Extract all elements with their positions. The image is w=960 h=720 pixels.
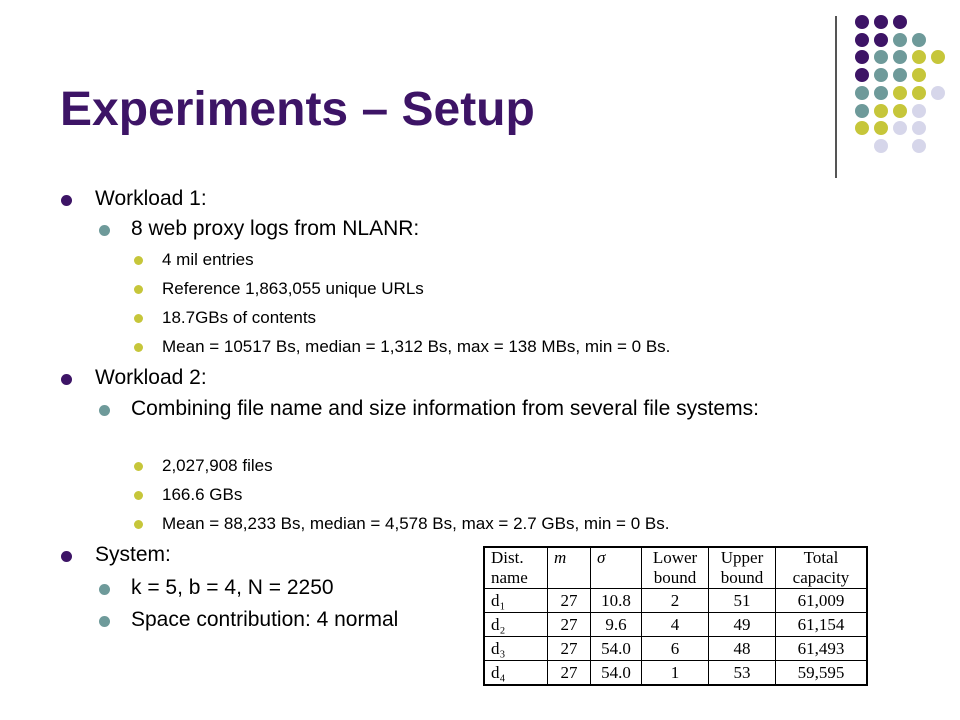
table-cell: 53 — [709, 661, 776, 686]
bullet-marker — [134, 343, 143, 352]
bullet-marker — [61, 551, 72, 562]
table-cell: 48 — [709, 637, 776, 661]
distribution-table — [483, 546, 868, 686]
bullet-marker — [99, 584, 110, 595]
table-header-cell: σ — [591, 547, 642, 589]
table-cell: 54.0 — [591, 661, 642, 686]
table-cell: 1 — [642, 661, 709, 686]
bullet-marker — [99, 225, 110, 236]
table-cell: 9.6 — [591, 613, 642, 637]
table-header-cell: Dist. name — [484, 547, 548, 589]
bullet-marker — [61, 374, 72, 385]
bullet-level3: Mean = 88,233 Bs, median = 4,578 Bs, max = 2.7 GBs, min = 0 Bs. — [162, 514, 670, 533]
bullet-marker — [134, 491, 143, 500]
table-cell: 61,009 — [776, 589, 868, 613]
bullet-marker — [99, 405, 110, 416]
bullet-level3: Reference 1,863,055 unique URLs — [162, 279, 424, 298]
bullet-marker — [134, 285, 143, 294]
table-cell: d₄ — [484, 661, 548, 686]
bullet-level2: Space contribution: 4 normal — [131, 608, 399, 631]
table-cell: d₂ — [484, 613, 548, 637]
bullet-level2: k = 5, b = 4, N = 2250 — [131, 576, 334, 599]
bullet-level3: 4 mil entries — [162, 250, 254, 269]
bullet-level1: Workload 2: — [95, 366, 207, 389]
bullet-marker — [61, 195, 72, 206]
table-cell: 49 — [709, 613, 776, 637]
bullet-level2: 8 web proxy logs from NLANR: — [131, 217, 420, 240]
table-cell: 4 — [642, 613, 709, 637]
table-row — [484, 589, 867, 613]
bullet-level3: 166.6 GBs — [162, 485, 243, 504]
table-row — [484, 661, 867, 686]
bullet-marker — [134, 462, 143, 471]
bullet-marker — [134, 256, 143, 265]
bullet-level2: Combining file name and size information from several file systems: — [131, 397, 759, 420]
table-cell: 6 — [642, 637, 709, 661]
table-cell: d₃ — [484, 637, 548, 661]
table-cell: 54.0 — [591, 637, 642, 661]
table-cell: 27 — [548, 613, 591, 637]
table-cell: 61,493 — [776, 637, 868, 661]
bullet-marker — [134, 314, 143, 323]
table-row — [484, 637, 867, 661]
table-cell: 61,154 — [776, 613, 868, 637]
table-cell: 51 — [709, 589, 776, 613]
bullet-level3: Mean = 10517 Bs, median = 1,312 Bs, max = 138 MBs, min = 0 Bs. — [162, 337, 671, 356]
table-header-row — [484, 547, 867, 589]
table-cell: 27 — [548, 589, 591, 613]
table-cell: 59,595 — [776, 661, 868, 686]
table-cell: 27 — [548, 637, 591, 661]
table-header-cell: Total capacity — [776, 547, 868, 589]
table-row — [484, 613, 867, 637]
bullet-level3: 2,027,908 files — [162, 456, 273, 475]
slide-title: Experiments – Setup — [60, 83, 535, 136]
bullet-level1: System: — [95, 543, 171, 566]
table-header-cell: Lower bound — [642, 547, 709, 589]
table-header-cell: m — [548, 547, 591, 589]
bullet-marker — [134, 520, 143, 529]
table-cell: 10.8 — [591, 589, 642, 613]
table-cell: 2 — [642, 589, 709, 613]
table-header-cell: Upper bound — [709, 547, 776, 589]
bullet-level3: 18.7GBs of contents — [162, 308, 317, 327]
bullet-marker — [99, 616, 110, 627]
table-cell: d₁ — [484, 589, 548, 613]
bullet-level1: Workload 1: — [95, 187, 207, 210]
table-cell: 27 — [548, 661, 591, 686]
